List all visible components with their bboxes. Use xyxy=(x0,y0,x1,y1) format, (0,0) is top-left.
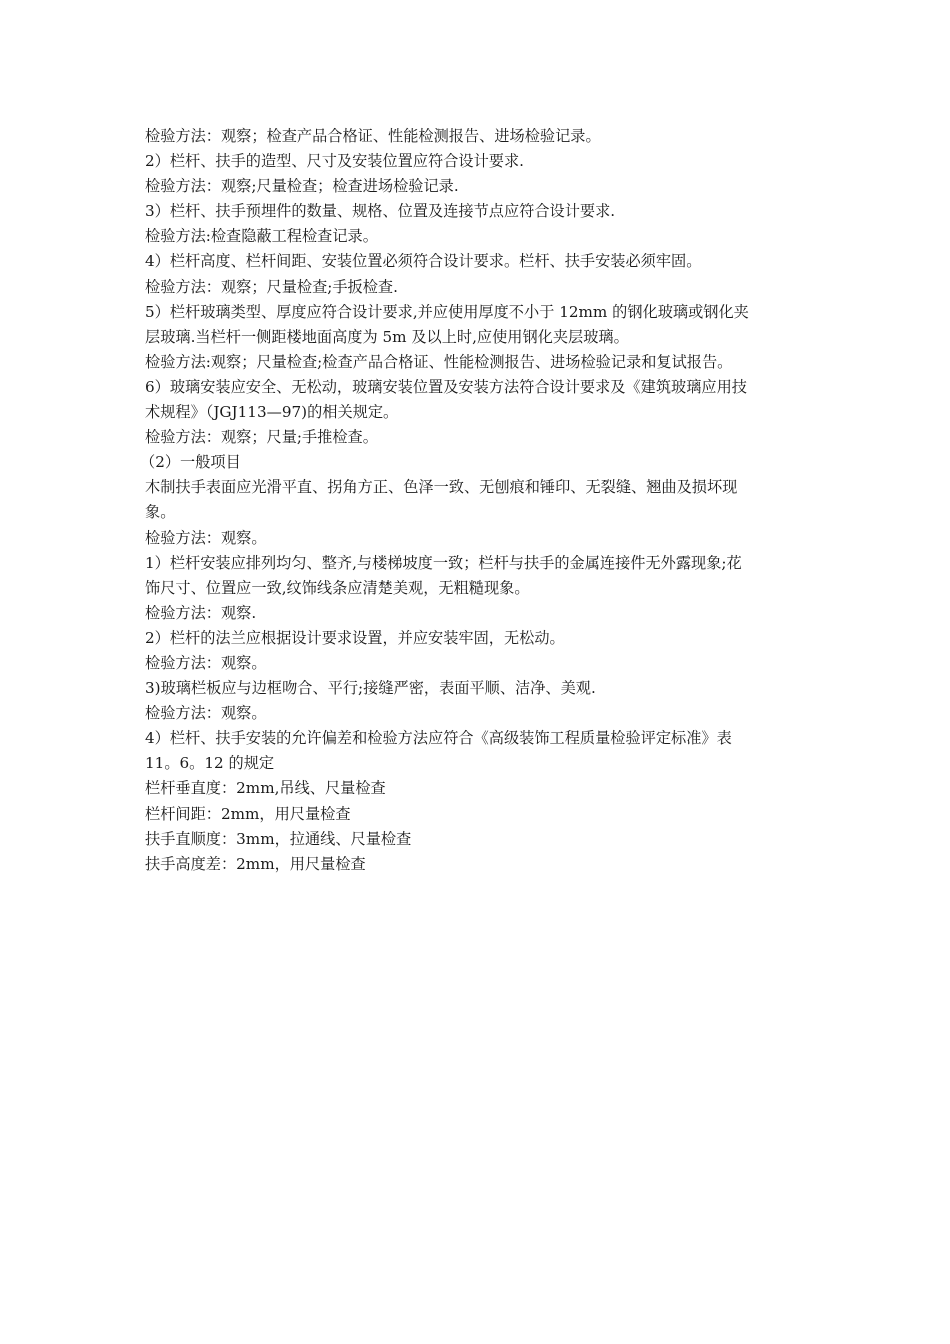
text-line: 扶手直顺度：3mm，拉通线、尺量检查 xyxy=(145,829,412,848)
text-line: 扶手高度差：2mm，用尺量检查 xyxy=(145,854,366,873)
text-line: 木制扶手表面应光滑平直、拐角方正、色泽一致、无刨痕和锤印、无裂缝、翘曲及损坏现 xyxy=(145,478,738,497)
text-line: 5）栏杆玻璃类型、厚度应符合设计要求,并应使用厚度不小于 12mm 的钢化玻璃或钢化夹 xyxy=(145,302,749,321)
text-line: 检验方法：观察。 xyxy=(145,704,267,723)
text-line: 检验方法：观察。 xyxy=(145,653,267,672)
text-line: 3)玻璃栏板应与边框吻合、平行;接缝严密，表面平顺、洁净、美观. xyxy=(145,679,596,698)
section-heading: （2）一般项目 xyxy=(140,453,241,472)
text-line: 6）玻璃安装应安全、无松动，玻璃安装位置及安装方法符合设计要求及《建筑玻璃应用技 xyxy=(145,377,747,396)
text-line: 层玻璃.当栏杆一侧距楼地面高度为 5m 及以上时,应使用钢化夹层玻璃。 xyxy=(145,327,629,346)
text-line: 检验方法：观察；尺量检查;手扳检查. xyxy=(145,277,398,296)
text-line: 检验方法：观察。 xyxy=(145,528,267,547)
text-line: 饰尺寸、位置应一致,纹饰线条应清楚美观，无粗糙现象。 xyxy=(145,578,530,597)
text-line: 2）栏杆、扶手的造型、尺寸及安装位置应符合设计要求. xyxy=(145,152,524,171)
text-line: 检验方法：观察;尺量检查；检查进场检验记录. xyxy=(145,177,459,196)
text-line: 检验方法:检查隐蔽工程检查记录。 xyxy=(145,227,378,246)
text-line: 4）栏杆高度、栏杆间距、安装位置必须符合设计要求。栏杆、扶手安装必须牢固。 xyxy=(145,252,702,271)
text-line: 检验方法:观察；尺量检查;检查产品合格证、性能检测报告、进场检验记录和复试报告。 xyxy=(145,352,733,371)
text-line: 3）栏杆、扶手预埋件的数量、规格、位置及连接节点应符合设计要求. xyxy=(145,202,616,221)
text-line: 栏杆间距：2mm，用尺量检查 xyxy=(145,804,351,823)
text-line: 象。 xyxy=(145,503,176,522)
text-line: 检验方法：观察；检查产品合格证、性能检测报告、进场检验记录。 xyxy=(145,127,601,145)
text-line: 检验方法：观察；尺量;手推检查。 xyxy=(145,428,378,447)
document-body xyxy=(140,124,810,877)
text-line: 检验方法：观察. xyxy=(145,603,257,622)
text-line: 栏杆垂直度：2mm,吊线、尺量检查 xyxy=(145,779,386,798)
text-line: 1）栏杆安装应排列均匀、整齐,与楼梯坡度一致；栏杆与扶手的金属连接件无外露现象;花 xyxy=(145,553,742,572)
text-line: 4）栏杆、扶手安装的允许偏差和检验方法应符合《高级装饰工程质量检验评定标准》表 xyxy=(145,729,732,748)
text-line: 2）栏杆的法兰应根据设计要求设置，并应安装牢固，无松动。 xyxy=(145,628,565,647)
text-line: 术规程》（JGJ113—97)的相关规定。 xyxy=(145,403,399,422)
text-line: 11。6。12 的规定 xyxy=(145,754,275,773)
